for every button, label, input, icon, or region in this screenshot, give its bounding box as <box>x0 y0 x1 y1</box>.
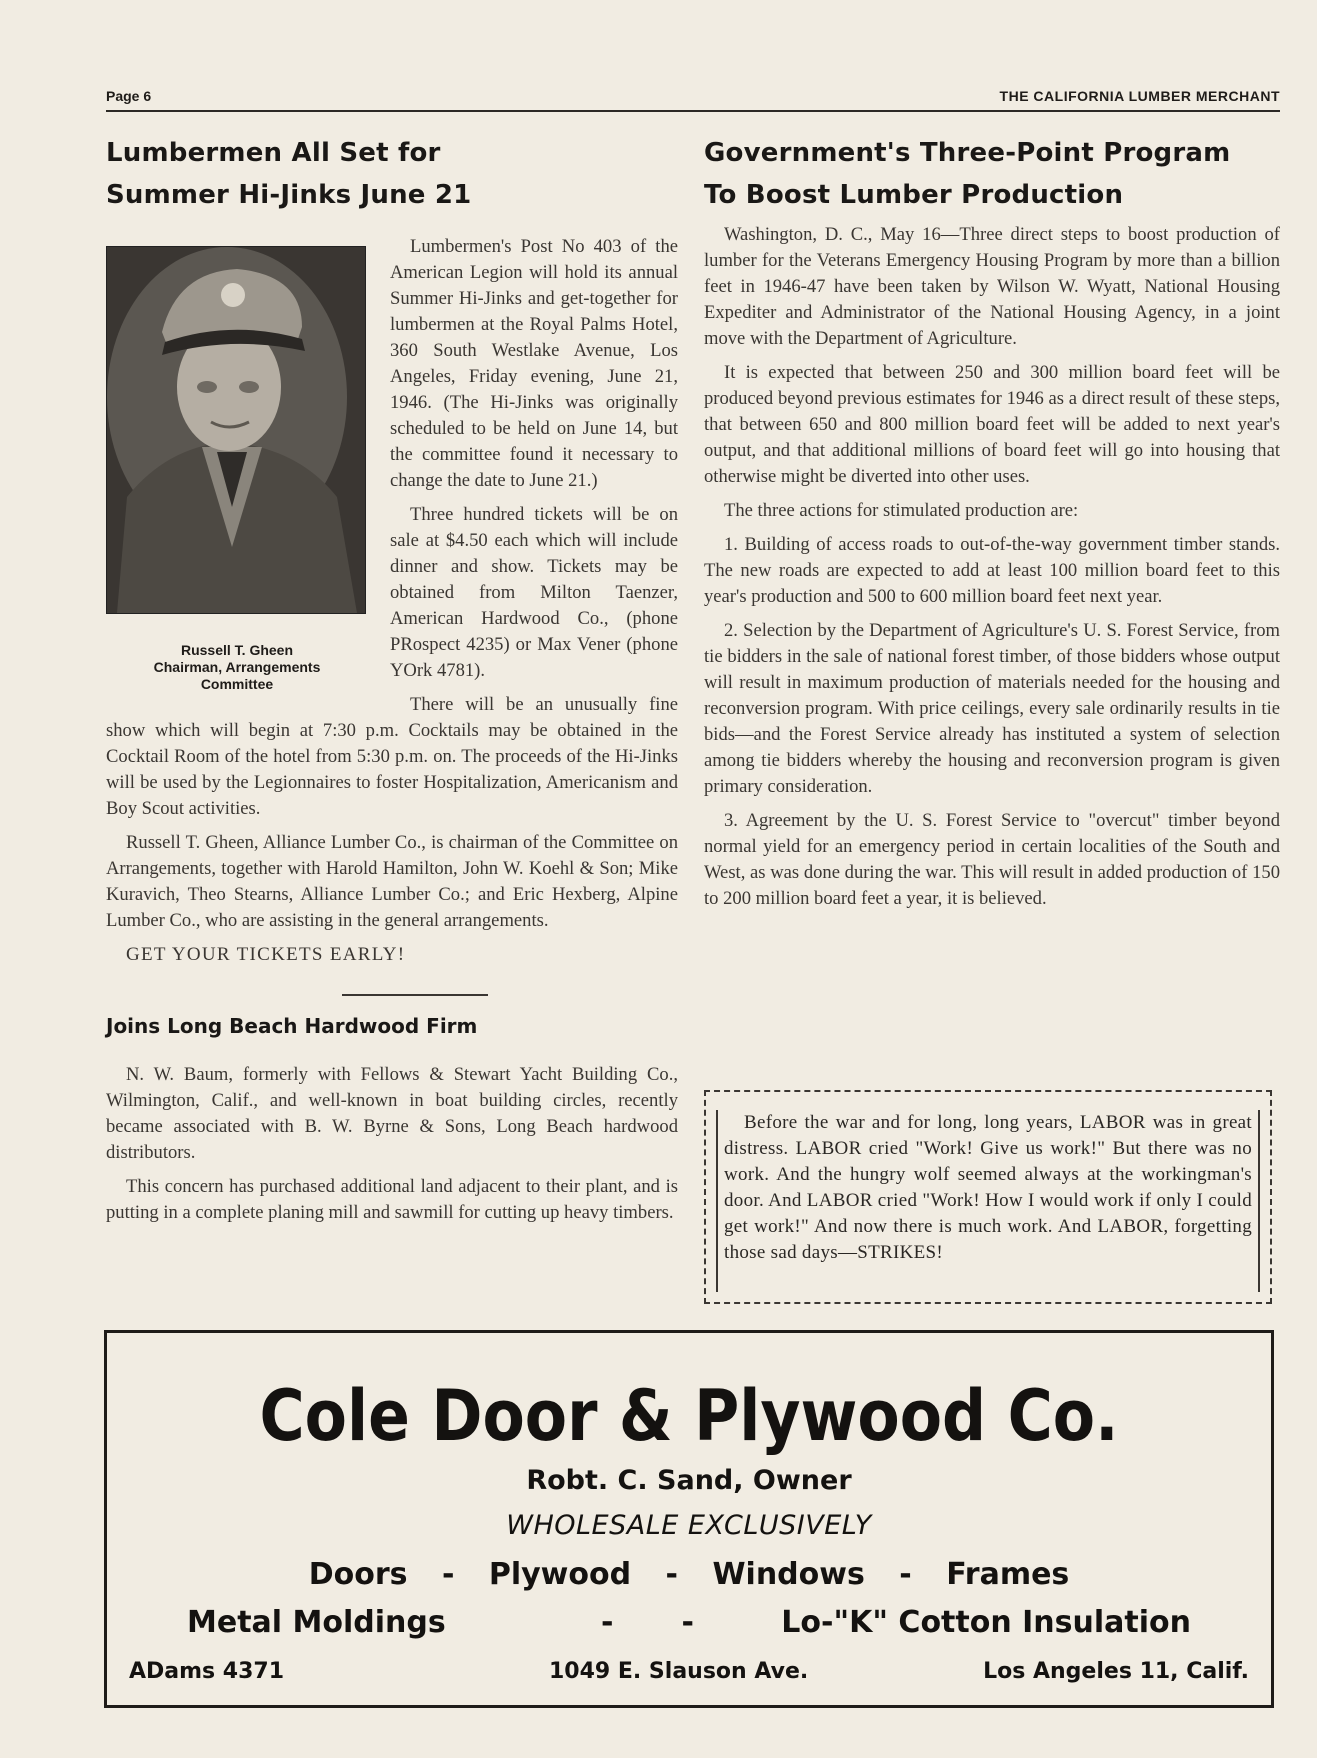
publication-title: THE CALIFORNIA LUMBER MERCHANT <box>999 88 1280 104</box>
article-joins <box>106 1014 678 1226</box>
ad-product: Windows <box>712 1557 865 1592</box>
paragraph: It is expected that between 250 and 300 million board feet will be produced beyond previous estimates for 1946 as a direct result of these steps, that between 650 and 800 million board feet will be added to next year's output, and that additional millions of board feet will go into housing that otherwise might be diverted into other uses. <box>704 362 1280 487</box>
ad-metal: Metal Moldings <box>187 1605 446 1640</box>
headline-three-point: Government's Three-Point Program To Boost Lumber Production <box>704 138 1231 210</box>
ad-product: Doors <box>308 1557 408 1592</box>
paragraph: Russell T. Gheen, Alliance Lumber Co., is chairman of the Committee on Arrangements, together with Harold Hamilton, John W. Koehl & Son; Mike Kuravich, Theo Stearns, Alliance Lumber Co.; and Eric Hexberg, Alpine Lumber Co., who are assisting in the general arrangements. <box>106 832 678 931</box>
paragraph: Lumbermen's Post No 403 of the American Legion will hold its annual Summer Hi-Jinks and get-together for lumbermen at the Royal Palms Hotel, 360 South Westlake Avenue, Los Angeles, Friday evening, June 21, 1946. (The Hi-Jinks was originally scheduled to be held on June 14, but the committee found it necessary to change the date to June 21.) <box>390 236 678 491</box>
article-three-point <box>704 132 1280 920</box>
running-header <box>106 86 1280 112</box>
photo-caption: Russell T. Gheen Chairman, Arrangements Committee <box>153 642 321 692</box>
paragraph: 3. Agreement by the U. S. Forest Service to "overcut" timber beyond normal yield for an emergency period in certain localities of the South and West, as was done during the war. This will result in added production of 150 to 200 million board feet a year, it is believed. <box>704 810 1280 909</box>
ad-company-name: Cole Door & Plywood Co. <box>259 1375 1119 1457</box>
paragraph: This concern has purchased additional land adjacent to their plant, and is putting in a complete planing mill and sawmill for cutting up heavy timbers. <box>106 1176 678 1223</box>
ad-owner: Robt. C. Sand, Owner <box>526 1465 852 1496</box>
divider <box>342 994 488 996</box>
portrait-illustration <box>107 247 365 613</box>
ad-products: Doors - Plywood - Windows - Frames <box>308 1557 1070 1592</box>
portrait-photo <box>106 246 366 614</box>
closing-line: GET YOUR TICKETS EARLY! <box>126 944 406 965</box>
ad-product: Plywood <box>488 1557 632 1592</box>
paragraph: 2. Selection by the Department of Agriculture's U. S. Forest Service, from tie bidders in the sale of national forest timber, of those bidders whose output will result in maximum production of materials needed for the housing and reconversion program. With price ceilings, every sale ordinarily results in tie bids—and the Forest Service already has instituted a system of selection among tie bidders whereby the housing and reconversion program is given primary consideration. <box>704 620 1280 797</box>
paragraph: Three hundred tickets will be on sale at $4.50 each which will include dinner and show. Tickets may be obtained from Milton Taenzer, American Hardwood Co., (phone PRospect 4235) or Max Vener (phone YOrk 4781). <box>390 504 678 681</box>
ad-tagline: WHOLESALE EXCLUSIVELY <box>506 1510 872 1541</box>
paragraph: There will be an unusually fine show which will begin at 7:30 p.m. Cocktails may be obtained in the Cocktail Room of the hotel from 5:30 p.m. on. The proceeds of the Hi-Jinks will be used by the Legionnaires to foster Hospitalization, Americanism and Boy Scout activities. <box>106 694 678 819</box>
headline-hi-jinks: Lumbermen All Set for Summer Hi-Jinks June 21 <box>106 138 472 210</box>
ad-product: Frames <box>946 1557 1070 1592</box>
paragraph: 1. Building of access roads to out-of-the-way government timber stands. The new roads are expected to add at least 100 million board feet to this year's production and 500 to 600 million board feet next year. <box>704 534 1280 607</box>
labor-box <box>704 1090 1272 1304</box>
ad-phone: ADams 4371 <box>129 1659 285 1684</box>
paragraph: Washington, D. C., May 16—Three direct steps to boost production of lumber for the Veterans Emergency Housing Program by more than a billion feet in 1946-47 have been taken by Wilson W. Wyatt, National Housing Expediter and Administrator of the National Housing Agency, in a joint move with the Department of Agriculture. <box>704 224 1280 349</box>
paragraph: N. W. Baum, formerly with Fellows & Stewart Yacht Building Co., Wilmington, Calif., and well-known in boat building circles, recently became associated with B. W. Byrne & Sons, Long Beach hardwood distributors. <box>106 1064 678 1163</box>
advertisement: Cole Door & Plywood Co. Robt. C. Sand, Owner WHOLESALE EXCLUSIVELY Doors - Plywood - Windows - Frames Metal Moldings - - Lo-"K" Cotton Insulation ADams 4371 1049 E. Slauson Ave. Los Angeles 11, Calif. <box>104 1330 1274 1708</box>
ad-insulation: Lo-"K" Cotton Insulation <box>781 1605 1191 1640</box>
paragraph: The three actions for stimulated production are: <box>724 500 1079 521</box>
ad-address: 1049 E. Slauson Ave. <box>549 1659 809 1684</box>
labor-text: Before the war and for long, long years, LABOR was in great distress. LABOR cried "Work! Give us work!" But there was no work. And the hungry wolf seemed always at the workingman's door. And LABOR cried "Work! How I would work if only I could get work!" And now there is much work. And LABOR, forgetting those sad days—STRIKES! <box>724 1112 1252 1263</box>
headline-joins: Joins Long Beach Hardwood Firm <box>106 1014 478 1038</box>
article-hi-jinks <box>106 132 678 1234</box>
ad-city: Los Angeles 11, Calif. <box>983 1659 1249 1684</box>
page-number: Page 6 <box>106 88 152 104</box>
photo-block <box>106 246 368 693</box>
